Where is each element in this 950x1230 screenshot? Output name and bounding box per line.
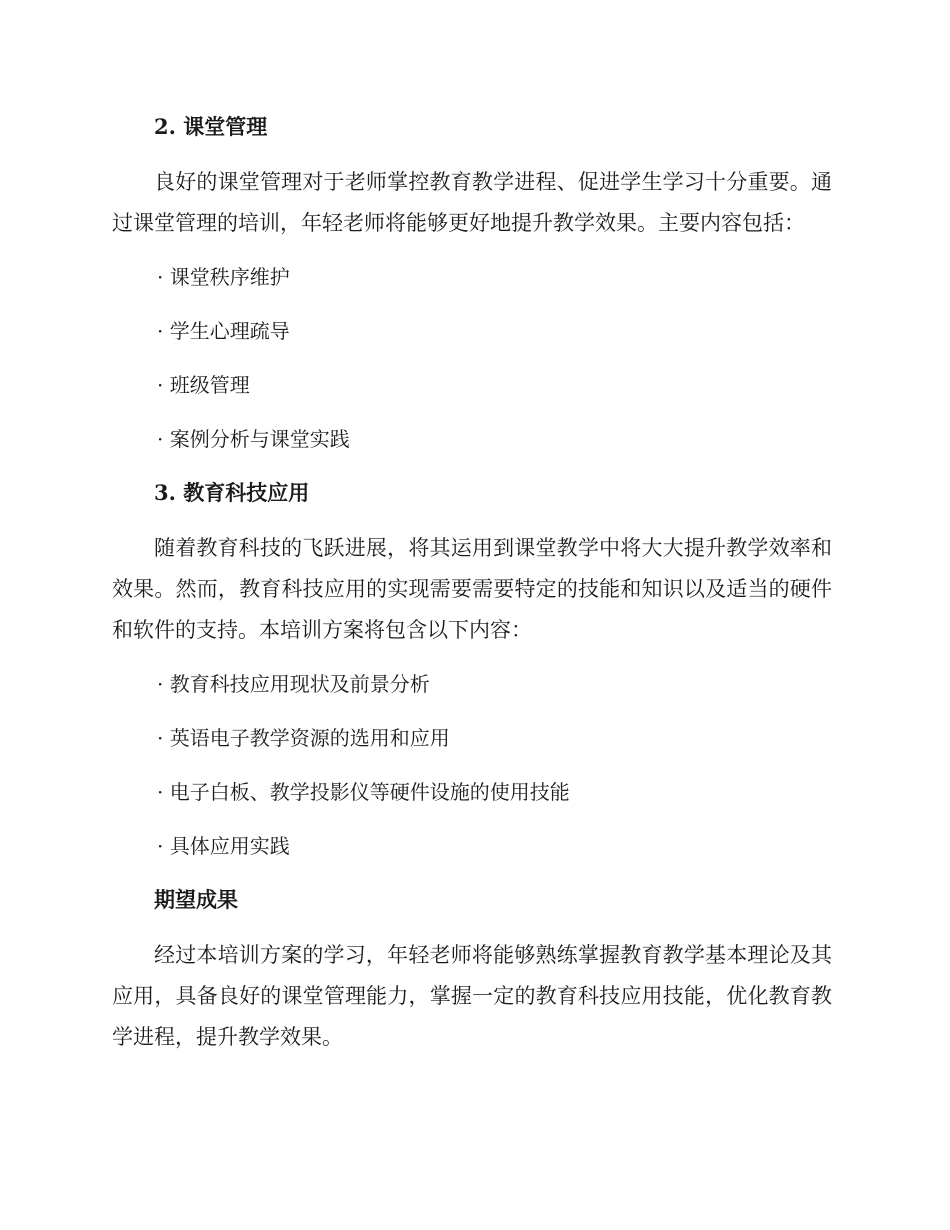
- list-item: · 英语电子教学资源的选用和应用: [157, 726, 450, 750]
- list-item: · 具体应用实践: [157, 834, 290, 858]
- list-item: · 课堂秩序维护: [157, 265, 290, 289]
- section-heading-edtech: 3. 教育科技应用: [154, 480, 310, 505]
- document-page: [112, 108, 832, 1072]
- list-item: · 电子白板、教学投影仪等硬件设施的使用技能: [157, 780, 570, 804]
- list-item: · 案例分析与课堂实践: [157, 427, 350, 451]
- list-item: · 教育科技应用现状及前景分析: [157, 672, 430, 696]
- list-item: · 班级管理: [157, 373, 250, 397]
- section-heading-classroom-management: 2. 课堂管理: [154, 114, 268, 139]
- section-heading-expected-results: 期望成果: [154, 887, 238, 912]
- section-paragraph-edtech: 随着教育科技的飞跃进展，将其运用到课堂教学中将大大提升教学效率和效果。然而，教育科技应用的实现需要需要特定的技能和知识以及适当的硬件和软件的支持。本培训方案将包含以下内容：: [112, 536, 832, 642]
- list-item: · 学生心理疏导: [157, 319, 290, 343]
- section-paragraph-classroom-management: 良好的课堂管理对于老师掌控教育教学进程、促进学生学习十分重要。通过课堂管理的培训，年轻老师将能够更好地提升教学效果。主要内容包括：: [112, 170, 832, 235]
- section-paragraph-expected-results: 经过本培训方案的学习，年轻老师将能够熟练掌握教育教学基本理论及其应用，具备良好的课堂管理能力，掌握一定的教育科技应用技能，优化教育教学进程，提升教学效果。: [112, 943, 832, 1049]
